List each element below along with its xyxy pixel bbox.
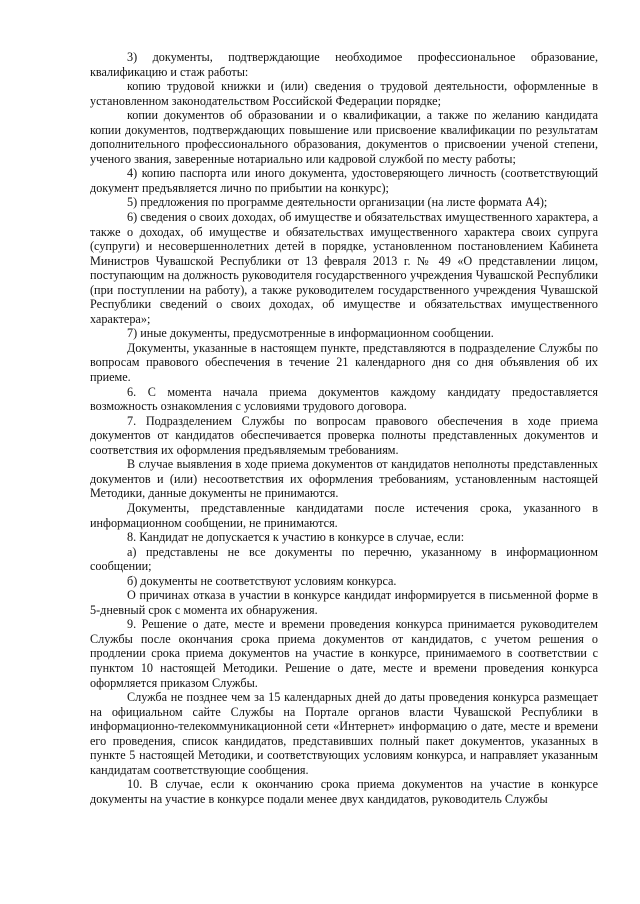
paragraph-item-7: 7. Подразделением Службы по вопросам правового обеспечения в ходе приема документов от кандидатов обеспечивается проверка полноты представленных документов и соответствия их оформления предъявляемым требованиям. <box>90 413 598 457</box>
paragraph-late-docs: Документы, представленные кандидатами после истечения срока, указанного в информационном сообщении, не принимаются. <box>90 500 598 530</box>
paragraph-passport: 4) копию паспорта или иного документа, удостоверяющего личность (соответствующий документ предъявляется лично по прибытии на конкурс); <box>90 166 598 195</box>
paragraph-item-6: 6. С момента начала приема документов каждому кандидату предоставляется возможность ознакомления с условиями трудового договора. <box>90 384 598 414</box>
paragraph-item-9: 9. Решение о дате, месте и времени проведения конкурса принимается руководителем Службы после окончания срока приема документов от кандидатов, с учетом решения о продлении срока приема документов на участие в конкурсе, принимаемого в соответствии с пунктом 10 настоящей Методики. Решение о дате, месте и времени проведения конкурса оформляется приказом Службы. <box>90 617 598 690</box>
paragraph-item-8b: б) документы не соответствуют условиям конкурса. <box>127 573 397 588</box>
paragraph-income-info: 6) сведения о своих доходах, об имуществе и обязательствах имущественного характера, а также о доходах, об имуществе и обязательствах имущественного характера своих супруга (супруги) и несовершеннолетних детей в порядке, установленном постановлением Кабинета Министров Чувашской Республики от 13 февраля 2013 г. № 49 «О представлении лицом, поступающим на должность руководителя государственного учреждения Чувашской Республики (при поступлении на работу), а также руководителем государственного учреждения Чувашской Республики сведений о своих доходах, об имуществе и обязательствах имущественного характера»; <box>90 210 598 326</box>
paragraph-labor-book: копию трудовой книжки и (или) сведения о трудовой деятельности, оформленные в установленном законодательством Российской Федерации порядке; <box>90 79 598 108</box>
paragraph-docs-education: 3) документы, подтверждающие необходимое профессиональное образование, квалификацию и стаж работы: <box>90 50 598 79</box>
paragraph-item-8a: а) представлены не все документы по перечню, указанному в информационном сообщении; <box>90 544 598 574</box>
paragraph-item-10: 10. В случае, если к окончанию срока приема документов на участие в конкурсе документы на участие в конкурсе подали менее двух кандидатов, руководитель Службы <box>90 777 598 806</box>
paragraph-education-copies: копии документов об образовании и о квалификации, а также по желанию кандидата копии документов, подтверждающих повышение или присвоение квалификации по результатам дополнительного профессионального образования, документов о присвоении ученой степени, ученого звания, заверенные нотариально или кадровой службой по месту работы; <box>90 108 598 166</box>
paragraph-program-proposals: 5) предложения по программе деятельности организации (на листе формата А4); <box>127 195 548 210</box>
paragraph-item-8: 8. Кандидат не допускается к участию в конкурсе в случае, если: <box>127 530 465 545</box>
paragraph-refusal-notice: О причинах отказа в участии в конкурсе кандидат информируется в письменной форме в 5-дневный срок с момента их обнаружения. <box>90 588 598 617</box>
paragraph-publication: Служба не позднее чем за 15 календарных дней до даты проведения конкурса размещает на официальном сайте Службы на Портале органов власти Чувашской Республики в информационно-телекоммуникационной сети «Интернет» информацию о дате, месте и времени его проведения, список кандидатов, представивших полный пакет документов, указанных в пункте 5 настоящей Методики, и соответствующих условиям конкурса, и направляет указанным кандидатам соответствующие сообщения. <box>90 690 598 777</box>
document-page <box>90 50 598 806</box>
paragraph-submission-term: Документы, указанные в настоящем пункте, представляются в подразделение Службы по вопросам правового обеспечения в течение 21 календарного дня со дня объявления об их приеме. <box>90 340 598 385</box>
paragraph-incomplete-docs: В случае выявления в ходе приема документов от кандидатов неполноты представленных документов и (или) несоответствия их оформления требованиям, установленным настоящей Методики, данные документы не принимаются. <box>90 457 598 501</box>
paragraph-other-docs: 7) иные документы, предусмотренные в информационном сообщении. <box>127 326 494 341</box>
